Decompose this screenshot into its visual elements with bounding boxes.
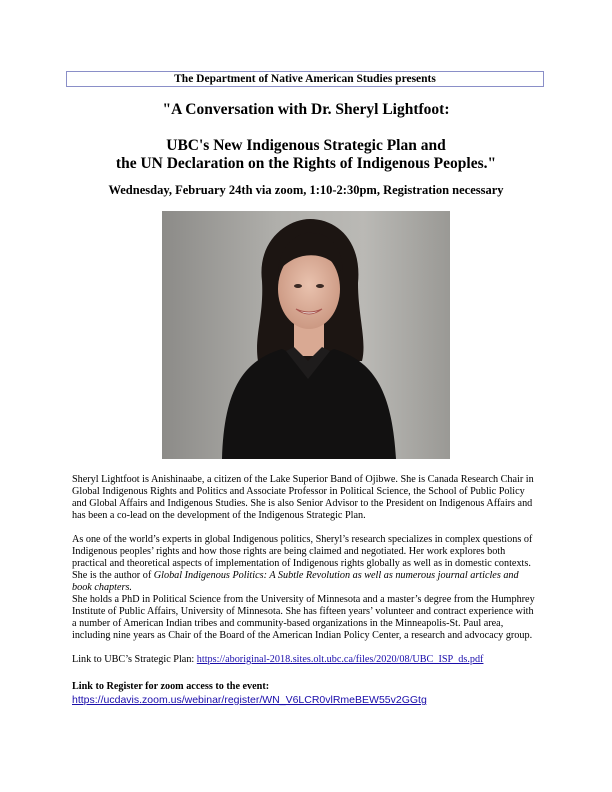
event-subtitle-line2: the UN Declaration on the Rights of Indigenous Peoples." xyxy=(115,155,497,172)
event-title: "A Conversation with Dr. Sheryl Lightfoot: xyxy=(162,101,450,118)
bio-paragraph-education: She holds a PhD in Political Science from the University of Minnesota and a master’s degree from the Humphrey Institute of Public Affairs, University of Minnesota. She has fifteen years’ volunteer and contract experience with a number of American Indian tribes and community-based organizations in the Minneapolis-St. Paul area, including nine years as Chair of the Board of the American Indian Policy Center, a research and advocacy group. xyxy=(72,594,535,642)
speaker-photo xyxy=(162,211,450,459)
bio-research-text: As one of the world’s experts in global Indigenous politics, Sheryl’s research specializes in complex questions of Indigenous peoples’ rights and how those rights are being claimed and negotiated. Her work explores both practical and theoretical aspects of implementation of Indigenous rights globally as well as in domestic contexts. She is the author of xyxy=(72,534,533,582)
register-label: Link to Register for zoom access to the event: xyxy=(72,681,270,692)
department-header xyxy=(66,71,544,87)
event-date-line: Wednesday, February 24th via zoom, 1:10-2:30pm, Registration necessary xyxy=(108,183,504,197)
register-link[interactable]: https://ucdavis.zoom.us/webinar/register/WN_V6LCR0vlRmeBEW55v2GGtg xyxy=(72,694,427,706)
book-title-italic: Global Indigenous Politics: A Subtle Revolution as well as numerous journal articles and book chapters. xyxy=(72,570,519,594)
bio-paragraph-intro: Sheryl Lightfoot is Anishinaabe, a citizen of the Lake Superior Band of Ojibwe. She is Canada Research Chair in Global Indigenous Rights and Politics and Associate Professor in Political Science, the School of Public Policy and Global Affairs and Indigenous Studies. She is also Senior Advisor to the President on Indigenous Affairs and has been a co-lead on the development of the Indigenous Strategic Plan. xyxy=(72,474,534,522)
event-subtitle-line1: UBC's New Indigenous Strategic Plan and xyxy=(166,137,446,154)
department-line: The Department of Native American Studies presents xyxy=(174,73,436,85)
bio-paragraph-research xyxy=(72,534,540,594)
event-subtitle xyxy=(40,137,572,173)
strategic-plan-line xyxy=(72,654,540,666)
strategic-plan-label: Link to UBC’s Strategic Plan: xyxy=(72,654,197,665)
speaker-portrait-image xyxy=(162,211,450,459)
strategic-plan-link[interactable]: https://aboriginal-2018.sites.olt.ubc.ca/files/2020/08/UBC_ISP_ds.pdf xyxy=(196,654,484,665)
